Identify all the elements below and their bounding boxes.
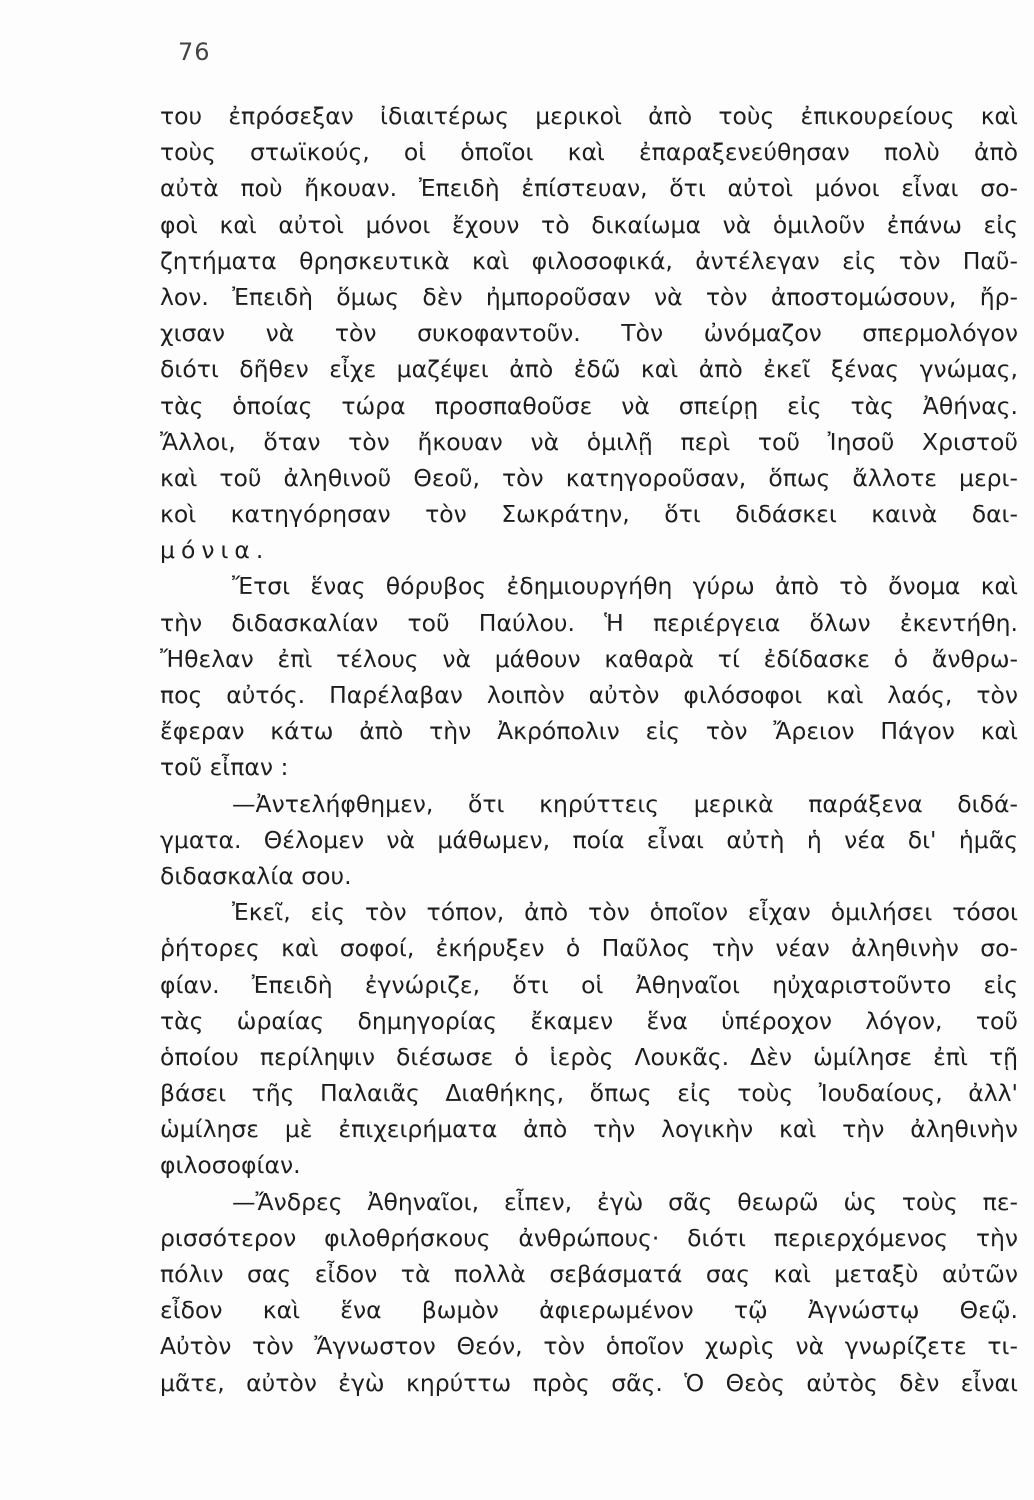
body-text [160, 98, 1018, 1401]
text-line: πος αὐτός. Παρέλαβαν λοιπὸν αὐτὸν φιλόσοφοι καὶ λαός, τὸν [160, 681, 1018, 709]
text-line: ὁποίου περίληψιν διέσωσε ὁ ἱερὸς Λουκᾶς. Δὲν ὡμίλησε ἐπὶ τῇ [160, 1042, 1018, 1071]
text-line: φοὶ καὶ αὐτοὶ μόνοι ἔχουν τὸ δικαίωμα νὰ ὁμιλοῦν ἐπάνω εἰς [160, 210, 1018, 239]
text-line: κοὶ κατηγόρησαν τὸν Σωκράτην, ὅτι διδάσκει καινὰ δαι- [160, 500, 1018, 529]
text-line: ἔφεραν κάτω ἀπὸ τὴν Ἀκρόπολιν εἰς τὸν Ἄρειον Πάγον καὶ [160, 717, 1018, 746]
text-line: τὰς ὁποίας τώρα προσπαθοῦσε νὰ σπείρῃ εἰς τὰς Ἀθήνας. [160, 391, 1018, 420]
text-line: πόλιν σας εἶδον τὰ πολλὰ σεβάσματά σας καὶ μεταξὺ αὐτῶν [160, 1260, 1018, 1288]
text-line: μᾶτε, αὐτὸν ἐγὼ κηρύττω πρὸς σᾶς. Ὁ Θεὸς αὐτὸς δὲν εἶναι [160, 1368, 1018, 1397]
text-line: τὰς ὡραίας δημηγορίας ἔκαμεν ἕνα ὑπέροχον λόγον, τοῦ [160, 1006, 1018, 1035]
text-line: ὡμίλησε μὲ ἐπιχειρήματα ἀπὸ τὴν λογικὴν καὶ τὴν ἀληθινὴν [160, 1115, 1018, 1144]
text-line: Ἤθελαν ἐπὶ τέλους νὰ μάθουν καθαρὰ τί ἐδίδασκε ὁ ἄνθρω- [160, 644, 1018, 673]
text-line: διδασκαλία σου. [160, 861, 352, 890]
text-line: Αὐτὸν τὸν Ἄγνωστον Θεόν, τὸν ὁποῖον χωρὶς νὰ γνωρίζετε τι- [160, 1332, 1018, 1361]
dialogue-line: —Ἀντελήφθημεν, ὅτι κηρύττεις μερικὰ παράξενα διδά- [232, 789, 1018, 818]
text-line: τοῦ εἶπαν : [160, 753, 289, 782]
text-line: τὴν διδασκαλίαν τοῦ Παύλου. Ἡ περιέργεια ὅλων ἐκεντήθη. [160, 608, 1018, 637]
text-line: ζητήματα θρησκευτικὰ καὶ φιλοσοφικά, ἀντέλεγαν εἰς τὸν Παῦ- [160, 246, 1018, 275]
text-line: του ἐπρόσεξαν ἰδιαιτέρως μερικοὶ ἀπὸ τοὺς ἐπικουρείους καὶ [160, 102, 1018, 130]
dialogue-line: —Ἄνδρες Ἀθηναῖοι, εἶπεν, ἐγὼ σᾶς θεωρῶ ὡς τοὺς πε- [232, 1187, 1018, 1216]
text-line: διότι δῆθεν εἶχε μαζέψει ἀπὸ ἐδῶ καὶ ἀπὸ ἐκεῖ ξένας γνώμας, [160, 355, 1018, 384]
text-line: μόνια. [160, 536, 270, 565]
text-line: ρισσότερον φιλοθρήσκους ἀνθρώπους· διότι περιερχόμενος τὴν [160, 1223, 1018, 1252]
text-line: καὶ τοῦ ἀληθινοῦ Θεοῦ, τὸν κατηγοροῦσαν, ὅπως ἄλλοτε μερι- [160, 463, 1018, 492]
text-line: ῥήτορες καὶ σοφοί, ἐκήρυξεν ὁ Παῦλος τὴν νέαν ἀληθινὴν σο- [160, 934, 1018, 963]
text-line: εἶδον καὶ ἕνα βωμὸν ἀφιερωμένον τῷ Ἀγνώστῳ Θεῷ. [160, 1296, 1018, 1325]
text-line: βάσει τῆς Παλαιᾶς Διαθήκης, ὅπως εἰς τοὺς Ἰουδαίους, ἀλλ' [160, 1079, 1018, 1108]
text-line: λον. Ἐπειδὴ ὅμως δὲν ἠμποροῦσαν νὰ τὸν ἀποστομώσουν, ἤρ- [160, 282, 1018, 311]
paragraph-start-line: Ἐκεῖ, εἰς τὸν τόπον, ἀπὸ τὸν ὁποῖον εἶχαν ὁμιλήσει τόσοι [232, 898, 1018, 927]
text-line: χισαν νὰ τὸν συκοφαντοῦν. Τὸν ὠνόμαζον σπερμολόγον [160, 319, 1018, 348]
text-line: Ἄλλοι, ὅταν τὸν ἤκουαν νὰ ὁμιλῇ περὶ τοῦ Ἰησοῦ Χριστοῦ [160, 427, 1018, 456]
text-line: φίαν. Ἐπειδὴ ἐγνώριζε, ὅτι οἱ Ἀθηναῖοι ηὐχαριστοῦντο εἰς [160, 970, 1018, 999]
text-line: γματα. Θέλομεν νὰ μάθωμεν, ποία εἶναι αὐτὴ ἡ νέα δι' ἡμᾶς [160, 825, 1018, 854]
text-line: τοὺς στωϊκούς, οἱ ὁποῖοι καὶ ἐπαραξενεύθησαν πολὺ ἀπὸ [160, 138, 1018, 167]
text-line: φιλοσοφίαν. [160, 1151, 301, 1180]
paragraph-start-line: Ἔτσι ἕνας θόρυβος ἐδημιουργήθη γύρω ἀπὸ τὸ ὄνομα καὶ [232, 572, 1018, 601]
page-number: 76 [178, 38, 211, 66]
text-line: αὐτὰ ποὺ ἤκουαν. Ἐπειδὴ ἐπίστευαν, ὅτι αὐτοὶ μόνοι εἶναι σο- [160, 174, 1018, 203]
